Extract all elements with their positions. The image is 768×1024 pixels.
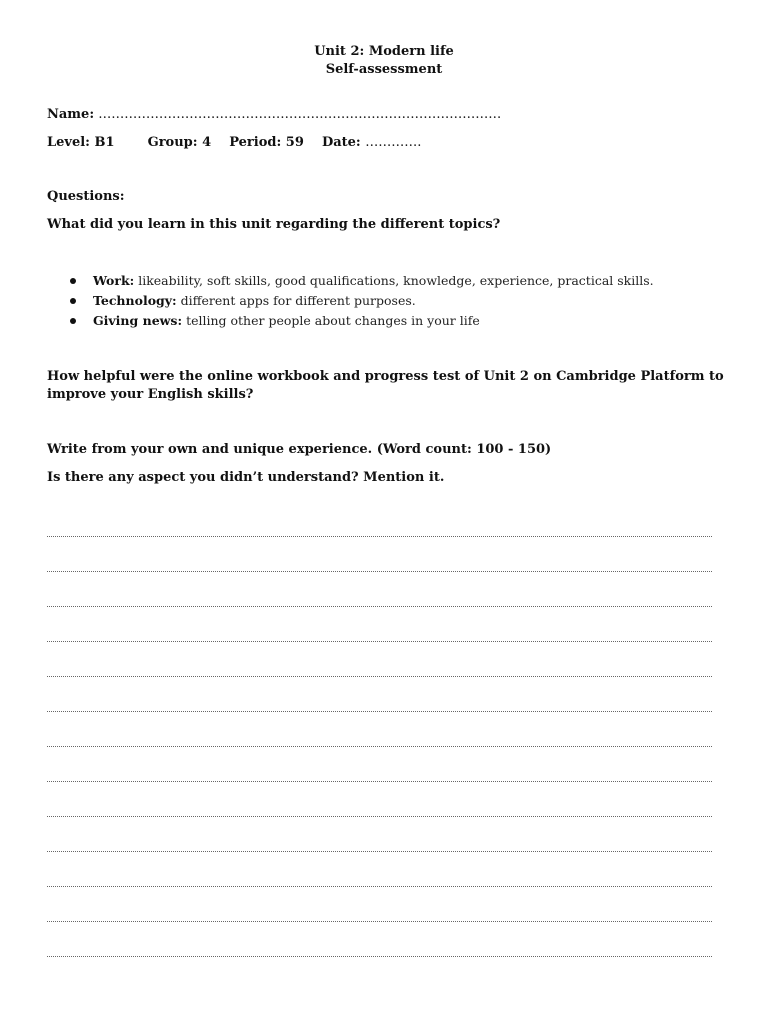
bullet-icon — [70, 318, 76, 324]
answer-line[interactable] — [47, 816, 712, 817]
answer-line[interactable] — [47, 781, 712, 782]
answer-line[interactable] — [47, 886, 712, 887]
answer-line[interactable] — [47, 921, 712, 922]
topics-list — [70, 271, 654, 331]
answer-line[interactable] — [47, 676, 712, 677]
topic-key: Giving news: — [93, 313, 183, 328]
group-label: Group: 4 — [147, 135, 212, 150]
class-info-row — [47, 135, 421, 150]
date-blank: …………. — [365, 135, 422, 150]
answer-line[interactable] — [47, 571, 712, 572]
list-item — [70, 271, 654, 291]
name-label: Name: — [47, 107, 95, 122]
answer-line[interactable] — [47, 536, 712, 537]
topic-text: likeability, soft skills, good qualifications, knowledge, experience, practical skills. — [138, 273, 654, 288]
name-blank: ………………………………………………………………………………… — [98, 107, 502, 122]
question-platform: How helpful were the online workbook and progress test of Unit 2 on Cambridge Platform to improve your English skills? — [47, 369, 724, 402]
period-label: Period: 59 — [229, 135, 304, 150]
question-topics: What did you learn in this unit regarding the different topics? — [47, 217, 501, 232]
bullet-icon — [70, 298, 76, 304]
answer-line[interactable] — [47, 851, 712, 852]
answer-line[interactable] — [47, 956, 712, 957]
topic-text: telling other people about changes in your life — [186, 313, 480, 328]
list-item — [70, 291, 654, 311]
page-subtitle: Self-assessment — [325, 62, 443, 77]
page-title: Unit 2: Modern life — [314, 44, 454, 59]
answer-line[interactable] — [47, 606, 712, 607]
list-item — [70, 311, 654, 331]
topic-key: Work: — [93, 273, 135, 288]
date-label: Date: — [321, 135, 361, 150]
answer-line[interactable] — [47, 746, 712, 747]
question-understanding: Is there any aspect you didn’t understand? Mention it. — [47, 470, 445, 485]
answer-line[interactable] — [47, 711, 712, 712]
instruction-text: Write from your own and unique experience. (Word count: 100 - 150) — [47, 442, 552, 457]
name-row — [47, 107, 501, 122]
questions-heading: Questions: — [47, 189, 125, 204]
bullet-icon — [70, 278, 76, 284]
topic-key: Technology: — [93, 293, 177, 308]
level-label: Level: B1 — [47, 135, 115, 150]
answer-line[interactable] — [47, 641, 712, 642]
topic-text: different apps for different purposes. — [180, 293, 416, 308]
